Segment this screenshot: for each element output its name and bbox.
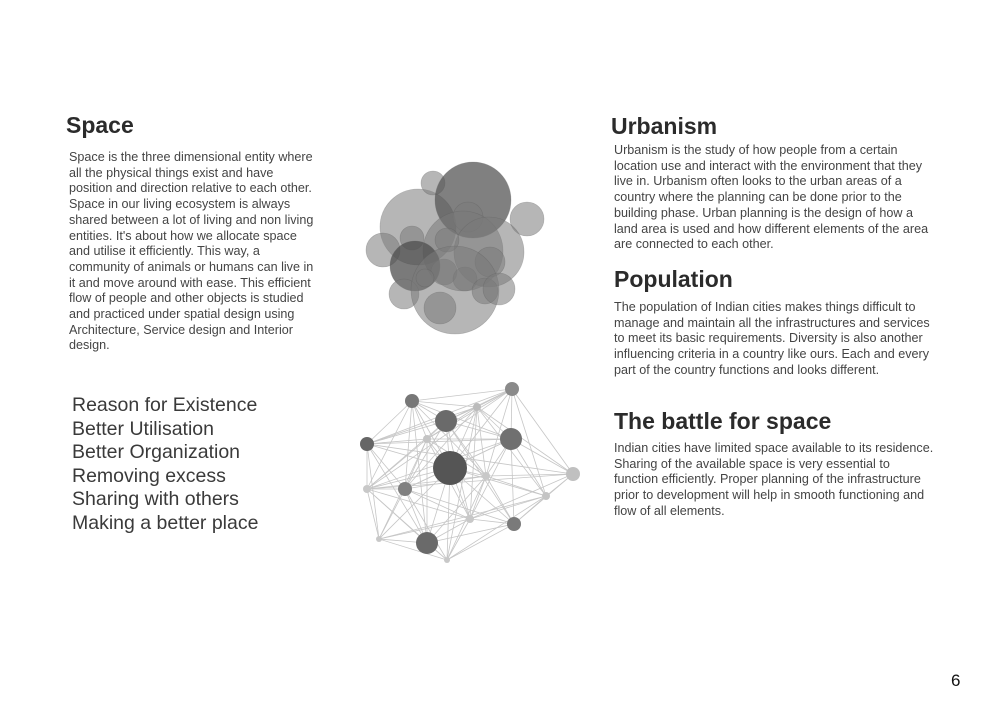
urbanism-paragraph: Urbanism is the study of how people from a certain location use and interact with the environment that they live in. Urbanism often looks to the urban areas of a country where the planning can be done prior to the building phase. Urban planning is the design of how a land area is used and how different elements of the area are connected to each other.: [614, 143, 929, 252]
space-keyword: Sharing with others: [72, 488, 239, 511]
network-edge: [512, 389, 573, 474]
network-node: [482, 472, 490, 480]
network-node: [542, 492, 550, 500]
network-node: [473, 403, 481, 411]
network-node: [500, 428, 522, 450]
battle-paragraph: Indian cities have limited space available to its residence. Sharing of the available space is very essential to function efficiently. Proper planning of the infrastructure prior to development will help in smooth functioning and flow of all elements.: [614, 441, 934, 518]
network-edge: [367, 444, 573, 474]
network-edge: [511, 439, 514, 524]
space-keyword: Better Organization: [72, 441, 241, 464]
space-keyword: Reason for Existence: [72, 394, 258, 416]
space-keyword: Better Utilisation: [72, 417, 214, 440]
network-node: [466, 515, 474, 523]
network-edge: [477, 407, 573, 474]
network-edge: [427, 476, 486, 543]
network-edge: [486, 476, 514, 524]
network-node: [433, 451, 467, 485]
network-node: [360, 437, 374, 451]
space-keyword-list: [72, 394, 258, 536]
space-keyword: Making a better place: [72, 511, 259, 534]
network-node: [423, 435, 431, 443]
overlapping-circles-illustration: [355, 160, 555, 340]
network-node: [444, 557, 450, 563]
space-heading: Space: [66, 112, 134, 138]
population-heading: Population: [614, 266, 733, 292]
page-number: 6: [951, 671, 961, 690]
network-node: [405, 394, 419, 408]
space-keyword: Removing excess: [72, 464, 226, 487]
urbanism-heading: Urbanism: [611, 113, 718, 139]
network-node: [507, 517, 521, 531]
network-edge: [367, 489, 379, 539]
network-node: [376, 536, 382, 542]
network-node: [505, 382, 519, 396]
network-node: [398, 482, 412, 496]
network-node: [363, 485, 371, 493]
network-edge: [486, 476, 546, 496]
space-paragraph: Space is the three dimensional entity where all the physical things exist and have position and direction relative to each other. Space in our living ecosystem is always shared between a lot of living and non living entities. It's about how we allocate space and utilise it efficiently. This way, a community of animals or humans can live in it and move around with ease. This efficient flow of people and other objects is studied and practiced under spatial design using Architecture, Service design and Interior design.: [69, 150, 314, 353]
population-paragraph: The population of Indian cities makes things difficult to manage and maintain all the infrastructures and services to meet its basic requirements. Diversity is also another influencing criteria in a country like ours. Each and every part of the country functions and looks different.: [614, 300, 930, 377]
network-node: [416, 532, 438, 554]
network-edge: [427, 524, 514, 543]
battle-heading: The battle for space: [614, 408, 832, 434]
network-node: [566, 467, 580, 481]
network-node: [435, 410, 457, 432]
network-graph-illustration: [350, 375, 590, 575]
